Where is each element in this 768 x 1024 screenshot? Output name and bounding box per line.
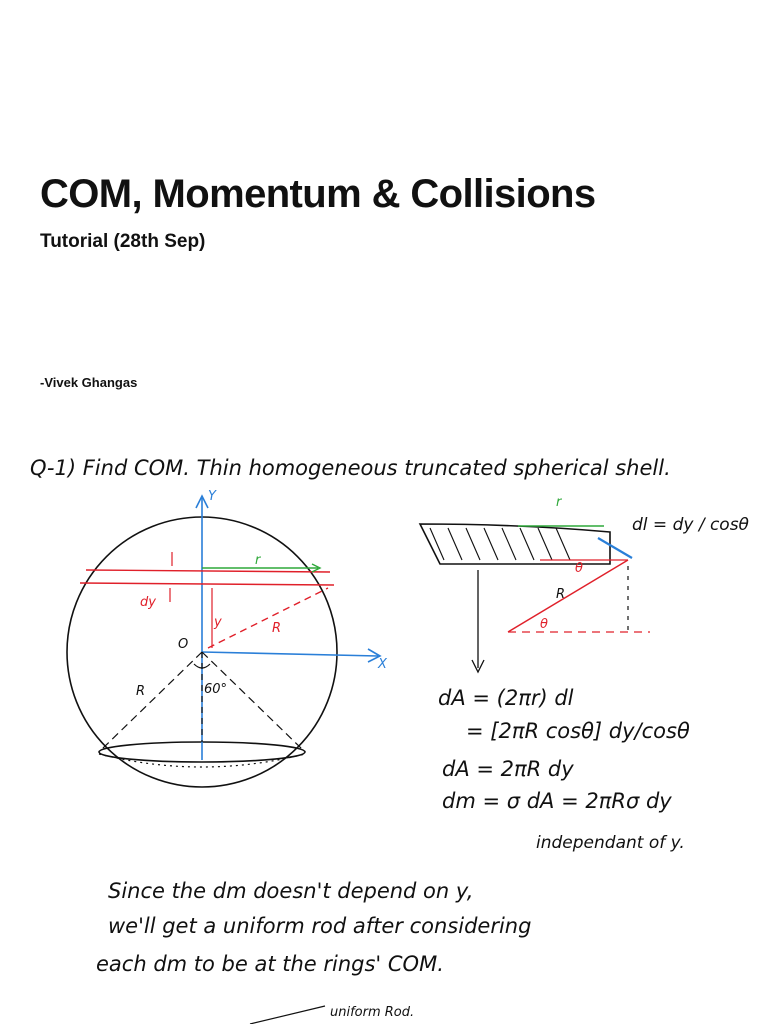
conclusion xyxy=(96,879,531,976)
origin-label: O xyxy=(178,637,189,652)
cone-right-edge xyxy=(202,652,303,750)
conclusion-line-1: Since the dm doesn't depend on y, xyxy=(108,879,474,903)
conclusion-line-2: we'll get a uniform rod after considering xyxy=(108,914,532,938)
dl-arc-segment xyxy=(598,538,632,558)
element-radius-label: r xyxy=(556,495,562,510)
y-axis-label: Y xyxy=(208,489,216,504)
rod-label-pointer xyxy=(250,1006,325,1024)
ring-hatching xyxy=(430,528,570,560)
handwritten-notes xyxy=(0,420,768,1024)
x-axis xyxy=(202,652,378,656)
equation-3: dA = 2πR dy xyxy=(442,757,574,781)
radius-right-label: R xyxy=(272,621,282,636)
strip-top-line xyxy=(86,570,330,572)
strip-bottom-line xyxy=(80,583,334,585)
question-text: Q-1) Find COM. Thin homogeneous truncated spherical shell. xyxy=(30,456,671,480)
y-label: y xyxy=(214,615,222,630)
equation-4: dm = σ dA = 2πRσ dy xyxy=(442,789,672,813)
rod-label: uniform Rod. xyxy=(330,1005,415,1020)
equation-note: independant of y. xyxy=(536,833,685,853)
conclusion-line-3: each dm to be at the rings' COM. xyxy=(96,952,444,976)
equations xyxy=(438,686,690,853)
dl-label: dl = dy / cosθ xyxy=(632,515,749,535)
theta-bottom-label: θ xyxy=(540,617,548,632)
dy-label: dy xyxy=(140,595,156,610)
slide-author: -Vivek Ghangas xyxy=(40,375,138,390)
cone-left-edge xyxy=(101,652,202,750)
ring-element-diagram xyxy=(420,495,750,672)
theta-top-label: θ xyxy=(575,561,583,576)
slide-subtitle: Tutorial (28th Sep) xyxy=(40,231,206,252)
slide-title: COM, Momentum & Collisions xyxy=(40,172,596,216)
radius-to-strip xyxy=(208,588,328,648)
element-radius-line xyxy=(508,560,628,632)
sphere-diagram xyxy=(67,489,388,787)
equation-2: = [2πR cosθ] dy/cosθ xyxy=(466,719,690,743)
x-axis-label: X xyxy=(378,657,387,672)
element-big-r-label: R xyxy=(556,587,566,602)
angle-label: 60° xyxy=(204,682,228,697)
ring-radius-label: r xyxy=(255,553,261,568)
equation-1: dA = (2πr) dl xyxy=(438,686,574,710)
radius-left-label: R xyxy=(136,684,146,699)
